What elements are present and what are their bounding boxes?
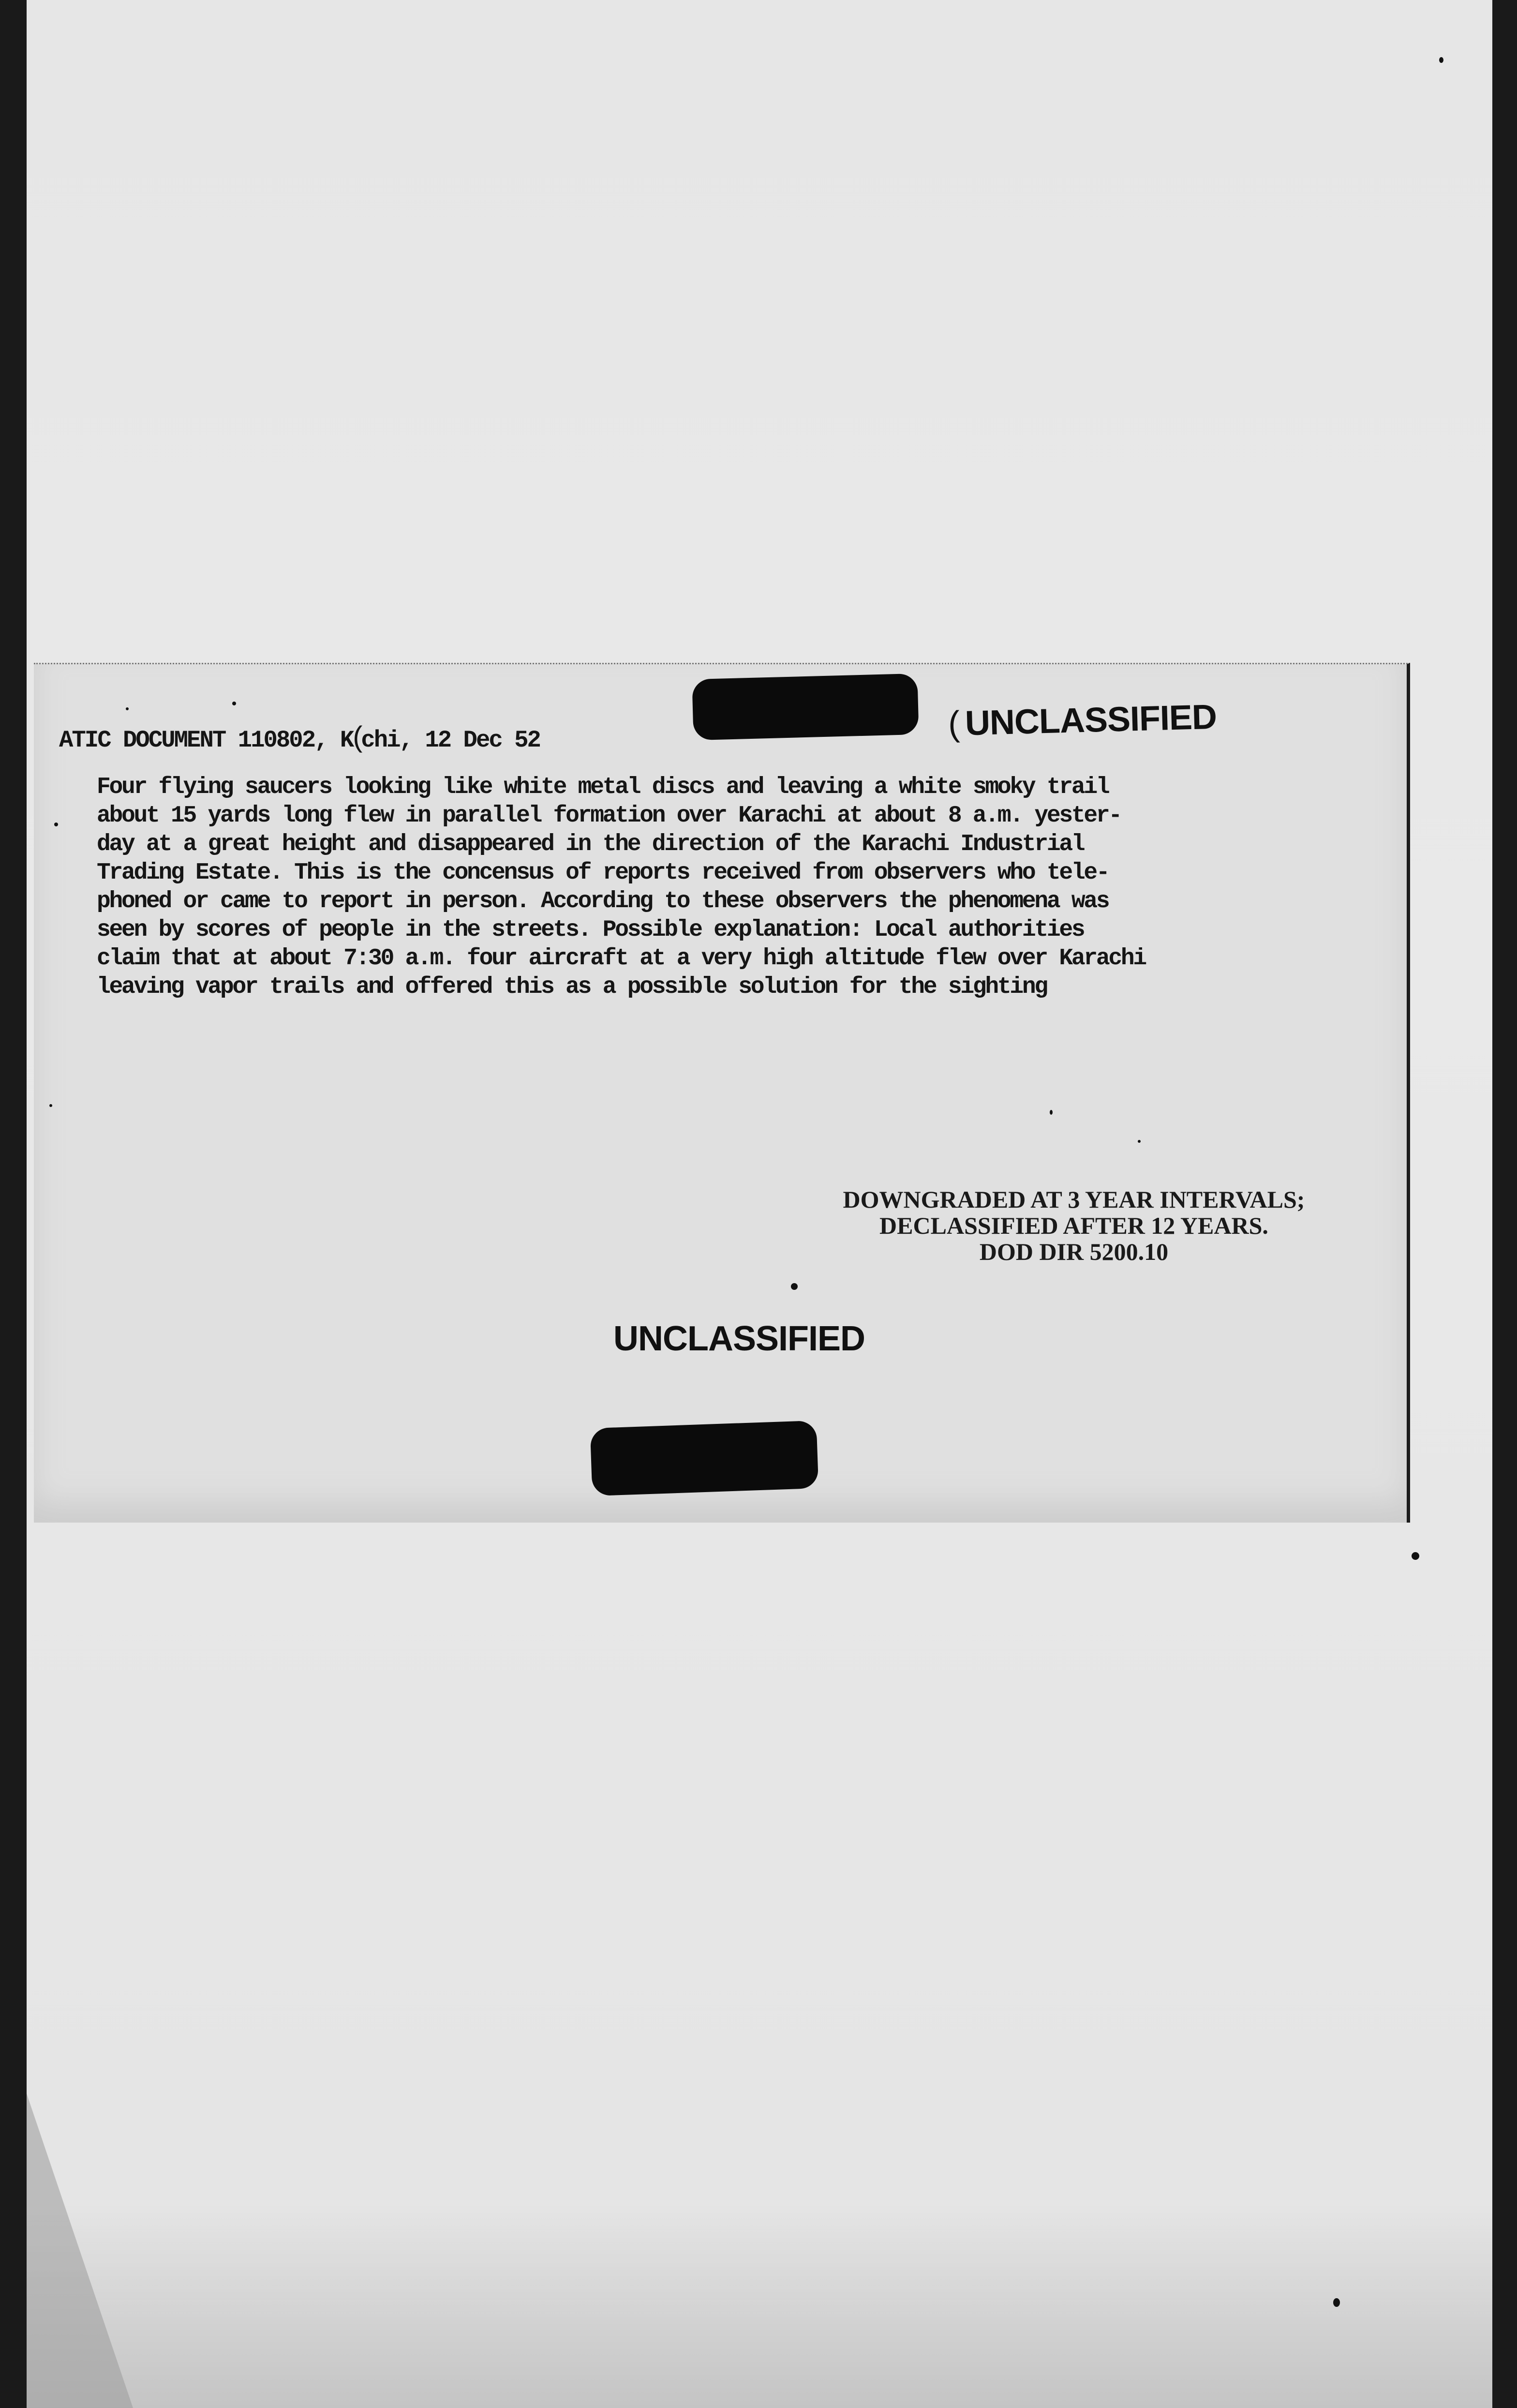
body-line: phoned or came to report in person. According to these observers the phenomena was xyxy=(97,888,1109,914)
scan-speck xyxy=(1333,2298,1340,2307)
scan-speck xyxy=(1138,1140,1141,1143)
downgrade-line: DOWNGRADED AT 3 YEAR INTERVALS; xyxy=(843,1186,1305,1213)
body-line: Four flying saucers looking like white metal discs and leaving a white smoky trail xyxy=(97,774,1109,800)
downgrade-stamp xyxy=(793,1186,1354,1265)
body-line: claim that at about 7:30 a.m. four aircraft at a very high altitude flew over Karachi xyxy=(97,945,1145,972)
scan-speck xyxy=(54,823,58,826)
paren-mark: ( xyxy=(353,720,361,753)
body-line: day at a great height and disappeared in the direction of the Karachi Industrial xyxy=(97,831,1084,857)
doc-location-date: chi, 12 Dec 52 xyxy=(361,727,540,754)
downgrade-line: DECLASSIFIED AFTER 12 YEARS. xyxy=(879,1212,1268,1239)
paren-mark-stamp: ( xyxy=(948,704,960,744)
scan-speck xyxy=(791,1283,798,1290)
body-line: leaving vapor trails and offered this as a possible solution for the sighting xyxy=(97,974,1047,1000)
scan-speck xyxy=(49,1104,52,1107)
doc-label: ATIC DOCUMENT 110802, K xyxy=(59,727,353,754)
scan-speck xyxy=(126,707,129,710)
scan-speck xyxy=(232,702,236,705)
document-header xyxy=(59,720,540,754)
classification-stamp-top xyxy=(948,697,1217,744)
page-shadow xyxy=(27,2205,1492,2408)
downgrade-line: DOD DIR 5200.10 xyxy=(979,1238,1169,1265)
body-line: Trading Estate. This is the concensus of reports received from observers who tele- xyxy=(97,860,1109,886)
redaction-block-top xyxy=(692,673,919,740)
report-body xyxy=(97,773,1403,1002)
folded-corner xyxy=(27,2094,133,2408)
redaction-block-bottom xyxy=(590,1421,819,1496)
body-line: about 15 yards long flew in parallel formation over Karachi at about 8 a.m. yester- xyxy=(97,803,1121,829)
body-line: seen by scores of people in the streets. Possible explanation: Local authorities xyxy=(97,917,1084,943)
scan-speck xyxy=(1412,1552,1419,1560)
scan-speck xyxy=(1439,57,1443,63)
classification-stamp-bottom: UNCLASSIFIED xyxy=(613,1319,865,1358)
scan-speck xyxy=(1050,1110,1053,1115)
classification-top-text: UNCLASSIFIED xyxy=(965,697,1217,743)
